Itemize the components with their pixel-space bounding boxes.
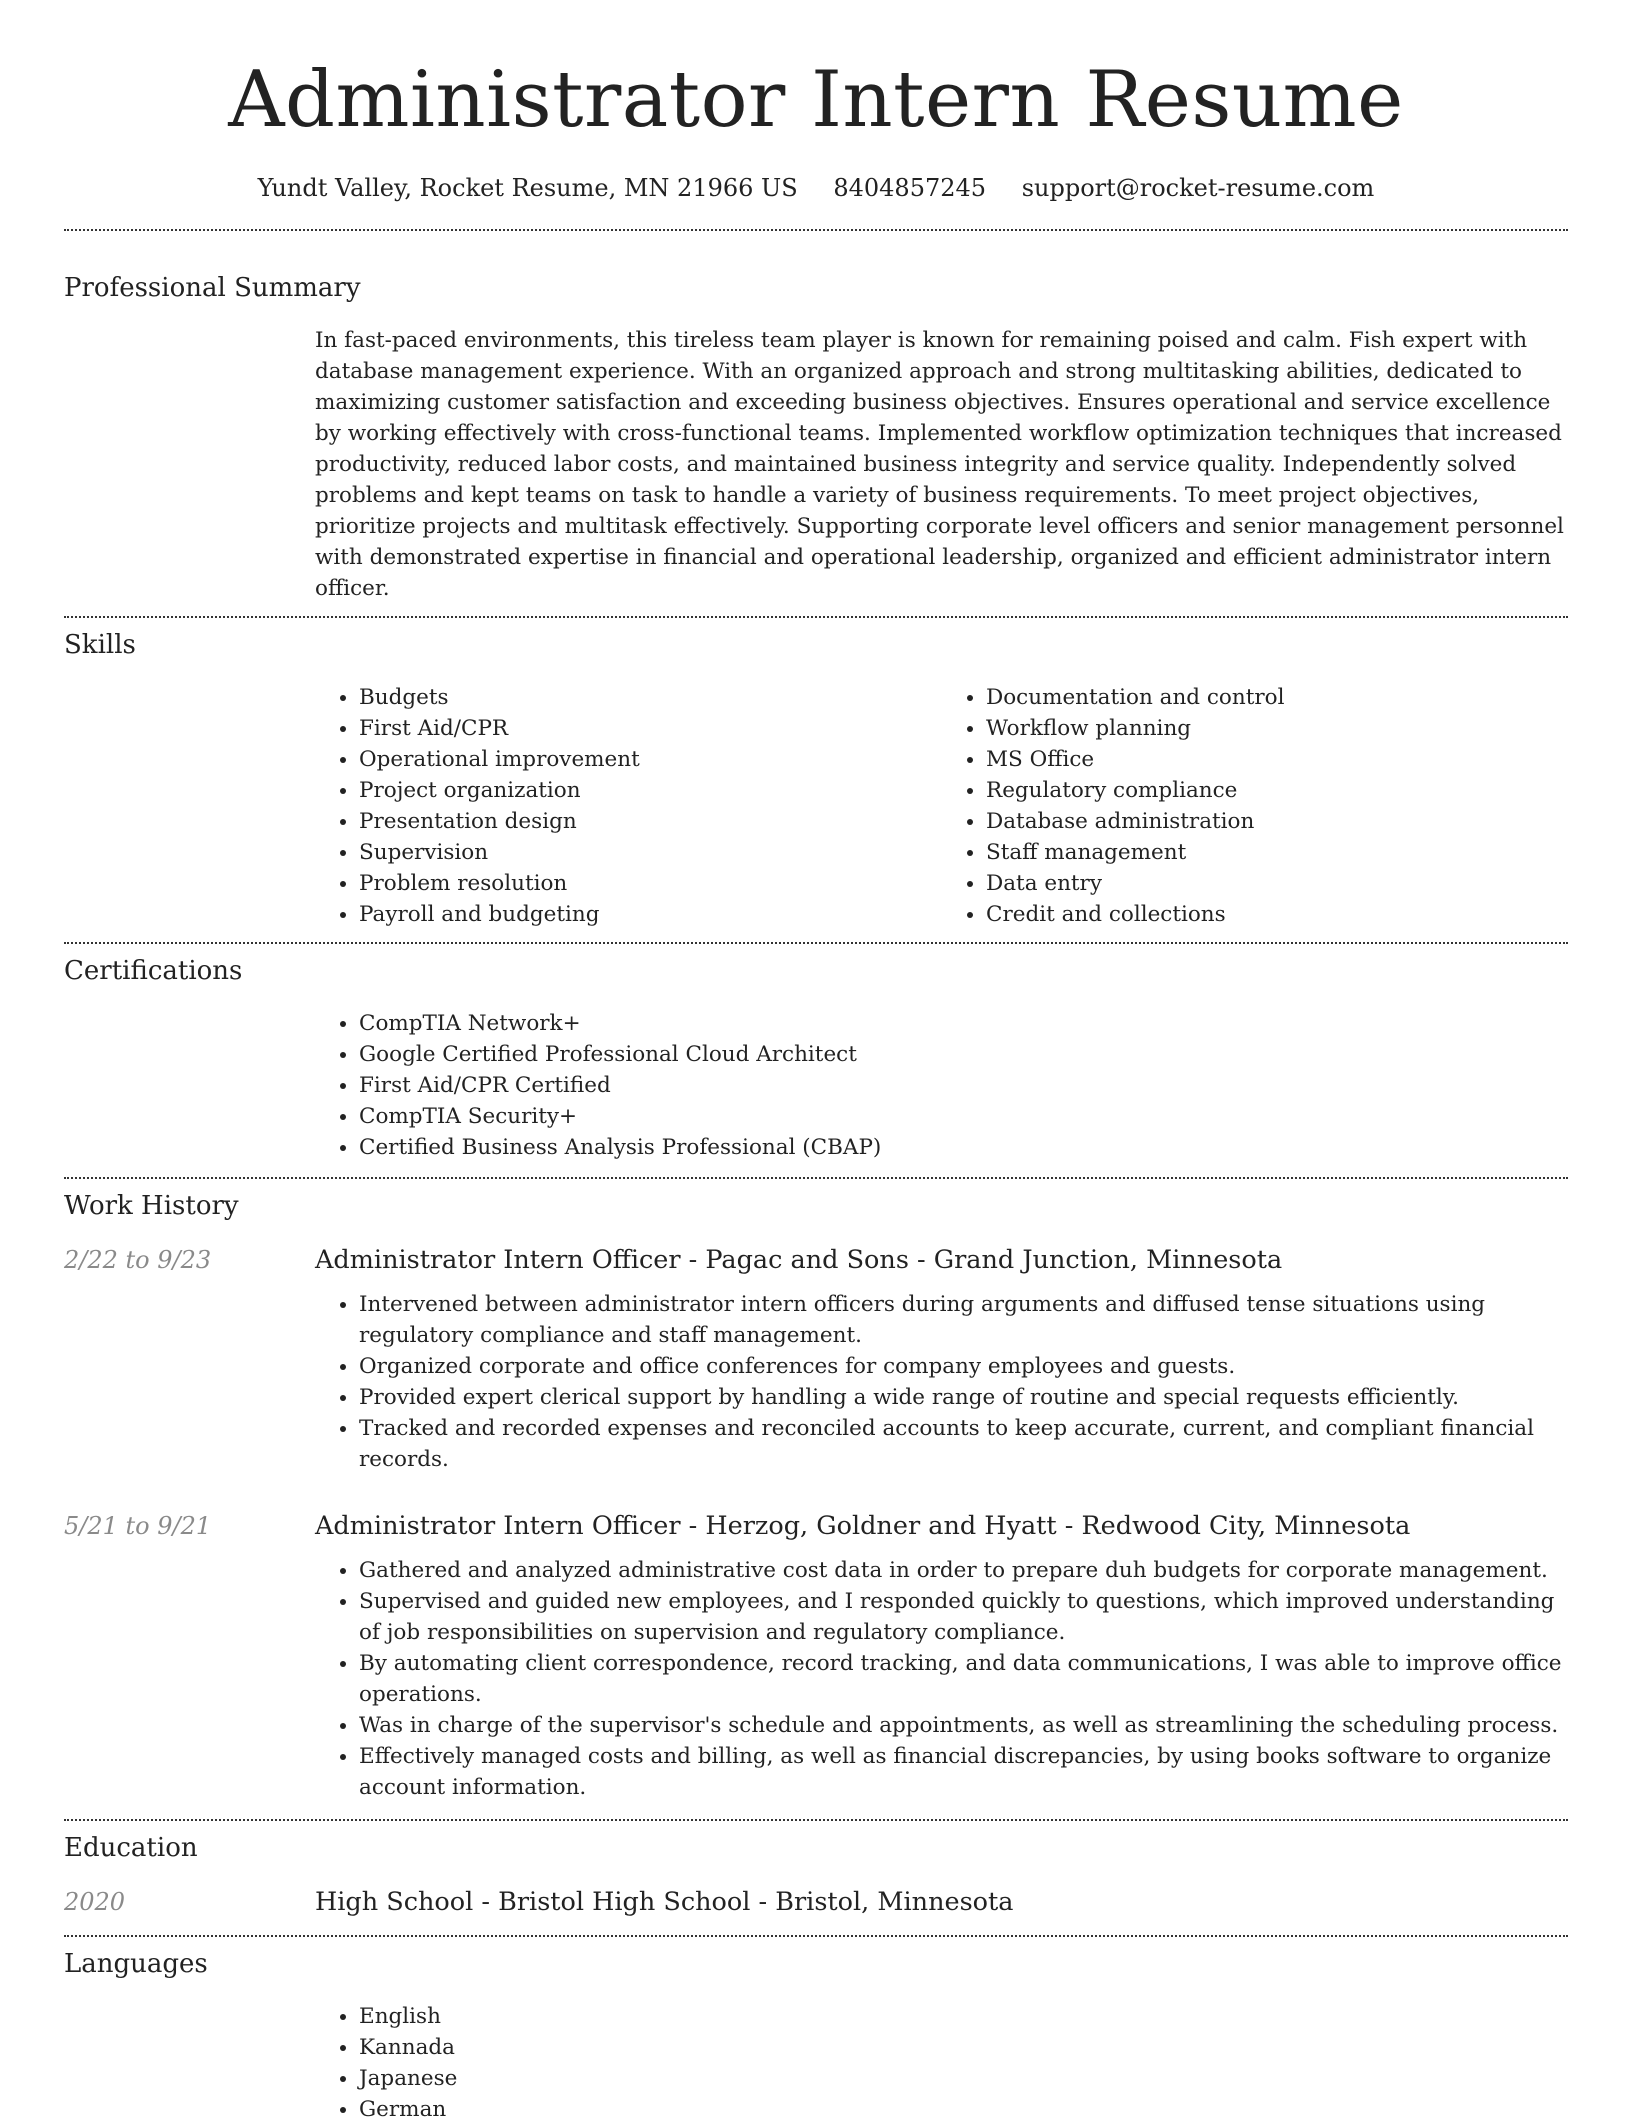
divider [64, 1935, 1568, 1937]
job-bullet: • Intervened between administrator intern officers during arguments and diffused tense situations using regulatory compliance and staff management. [359, 1289, 1568, 1351]
skill-item: • Data entry [986, 868, 1569, 899]
contact-address: Yundt Valley, Rocket Resume, MN 21966 US [257, 174, 798, 202]
certification-item: • Google Certified Professional Cloud Architect [359, 1039, 1568, 1070]
job-bullet: • Was in charge of the supervisor's schedule and appointments, as well as streamlining the scheduling process. [359, 1710, 1568, 1741]
contact-line [64, 172, 1568, 204]
certification-item: • Certified Business Analysis Professional (CBAP) [359, 1132, 1568, 1163]
language-item: • German [359, 2094, 1568, 2125]
divider [64, 229, 1568, 231]
education-date: 2020 [64, 1888, 126, 1916]
summary-heading: Professional Summary [64, 273, 361, 303]
job-entry [64, 1509, 1568, 1803]
skill-item: • MS Office [986, 744, 1569, 775]
job-bullet: • Organized corporate and office conferences for company employees and guests. [359, 1351, 1568, 1382]
skill-item: • Problem resolution [359, 868, 942, 899]
skill-item: • First Aid/CPR [359, 713, 942, 744]
education-section [64, 1831, 1568, 1919]
skill-item: • Budgets [359, 682, 942, 713]
skills-list-right [942, 682, 1569, 930]
job-title: Administrator Intern Officer - Pagac and Sons - Grand Junction, Minnesota [315, 1245, 1283, 1275]
education-heading: Education [64, 1833, 198, 1863]
languages-heading: Languages [64, 1949, 208, 1979]
skill-item: • Database administration [986, 806, 1569, 837]
summary-text: In fast-paced environments, this tireless team player is known for remaining poised and calm. Fish expert with database management experience. With an organized approach and strong multitasking abilities, dedicated to maximizing customer satisfaction and exceeding business objectives. Ensures operational and service excellence by working effectively with cross-functional teams. Implemented workflow optimization techniques that increased productivity, reduced labor costs, and maintained business integrity and service quality. Independently solved problems and kept teams on task to handle a variety of business requirements. To meet project objectives, prioritize projects and multitask effectively. Supporting corporate level officers and senior management personnel with demonstrated expertise in financial and operational leadership, organized and efficient administrator intern officer. [315, 328, 1564, 601]
languages-list [315, 2001, 1568, 2125]
job-bullet: • Effectively managed costs and billing, as well as financial discrepancies, by using books software to organize account information. [359, 1741, 1568, 1803]
skills-heading: Skills [64, 630, 136, 660]
work-history-section [64, 1189, 1568, 1803]
skill-item: • Workflow planning [986, 713, 1569, 744]
certification-item: • CompTIA Network+ [359, 1008, 1568, 1039]
resume-title: Administrator Intern Resume [228, 55, 1404, 145]
skill-item: • Payroll and budgeting [359, 899, 942, 930]
job-bullets [315, 1555, 1568, 1803]
skill-item: • Project organization [359, 775, 942, 806]
skill-item: • Operational improvement [359, 744, 942, 775]
job-date: 5/21 to 9/21 [64, 1512, 212, 1540]
divider [64, 616, 1568, 618]
job-entry [64, 1243, 1568, 1475]
education-title: High School - Bristol High School - Bristol, Minnesota [315, 1887, 1014, 1917]
skill-item: • Staff management [986, 837, 1569, 868]
work-history-heading: Work History [64, 1191, 239, 1221]
job-bullet: • By automating client correspondence, record tracking, and data communications, I was able to improve office operations. [359, 1648, 1568, 1710]
skill-item: • Documentation and control [986, 682, 1569, 713]
job-date: 2/22 to 9/23 [64, 1246, 212, 1274]
contact-phone: 8404857245 [833, 174, 987, 202]
job-bullet: • Provided expert clerical support by handling a wide range of routine and special requests efficiently. [359, 1382, 1568, 1413]
skill-item: • Presentation design [359, 806, 942, 837]
skills-list-left [315, 682, 942, 930]
contact-email: support@rocket-resume.com [1021, 174, 1375, 202]
divider [64, 1819, 1568, 1821]
skill-item: • Credit and collections [986, 899, 1569, 930]
divider [64, 1177, 1568, 1179]
certifications-heading: Certifications [64, 956, 243, 986]
job-bullet: • Tracked and recorded expenses and reconciled accounts to keep accurate, current, and compliant financial records. [359, 1413, 1568, 1475]
summary-section [64, 271, 1568, 604]
language-item: • Kannada [359, 2032, 1568, 2063]
divider [64, 942, 1568, 944]
skill-item: • Supervision [359, 837, 942, 868]
certification-item: • CompTIA Security+ [359, 1101, 1568, 1132]
languages-section [64, 1947, 1568, 2125]
certifications-list [315, 1008, 1568, 1163]
language-item: • Japanese [359, 2063, 1568, 2094]
skills-section [64, 628, 1568, 930]
language-item: • English [359, 2001, 1568, 2032]
job-bullet: • Gathered and analyzed administrative cost data in order to prepare duh budgets for corporate management. [359, 1555, 1568, 1586]
job-bullets [315, 1289, 1568, 1475]
skill-item: • Regulatory compliance [986, 775, 1569, 806]
job-title: Administrator Intern Officer - Herzog, Goldner and Hyatt - Redwood City, Minnesota [315, 1511, 1411, 1541]
job-bullet: • Supervised and guided new employees, and I responded quickly to questions, which improved understanding of job responsibilities on supervision and regulatory compliance. [359, 1586, 1568, 1648]
certification-item: • First Aid/CPR Certified [359, 1070, 1568, 1101]
certifications-section [64, 954, 1568, 1163]
